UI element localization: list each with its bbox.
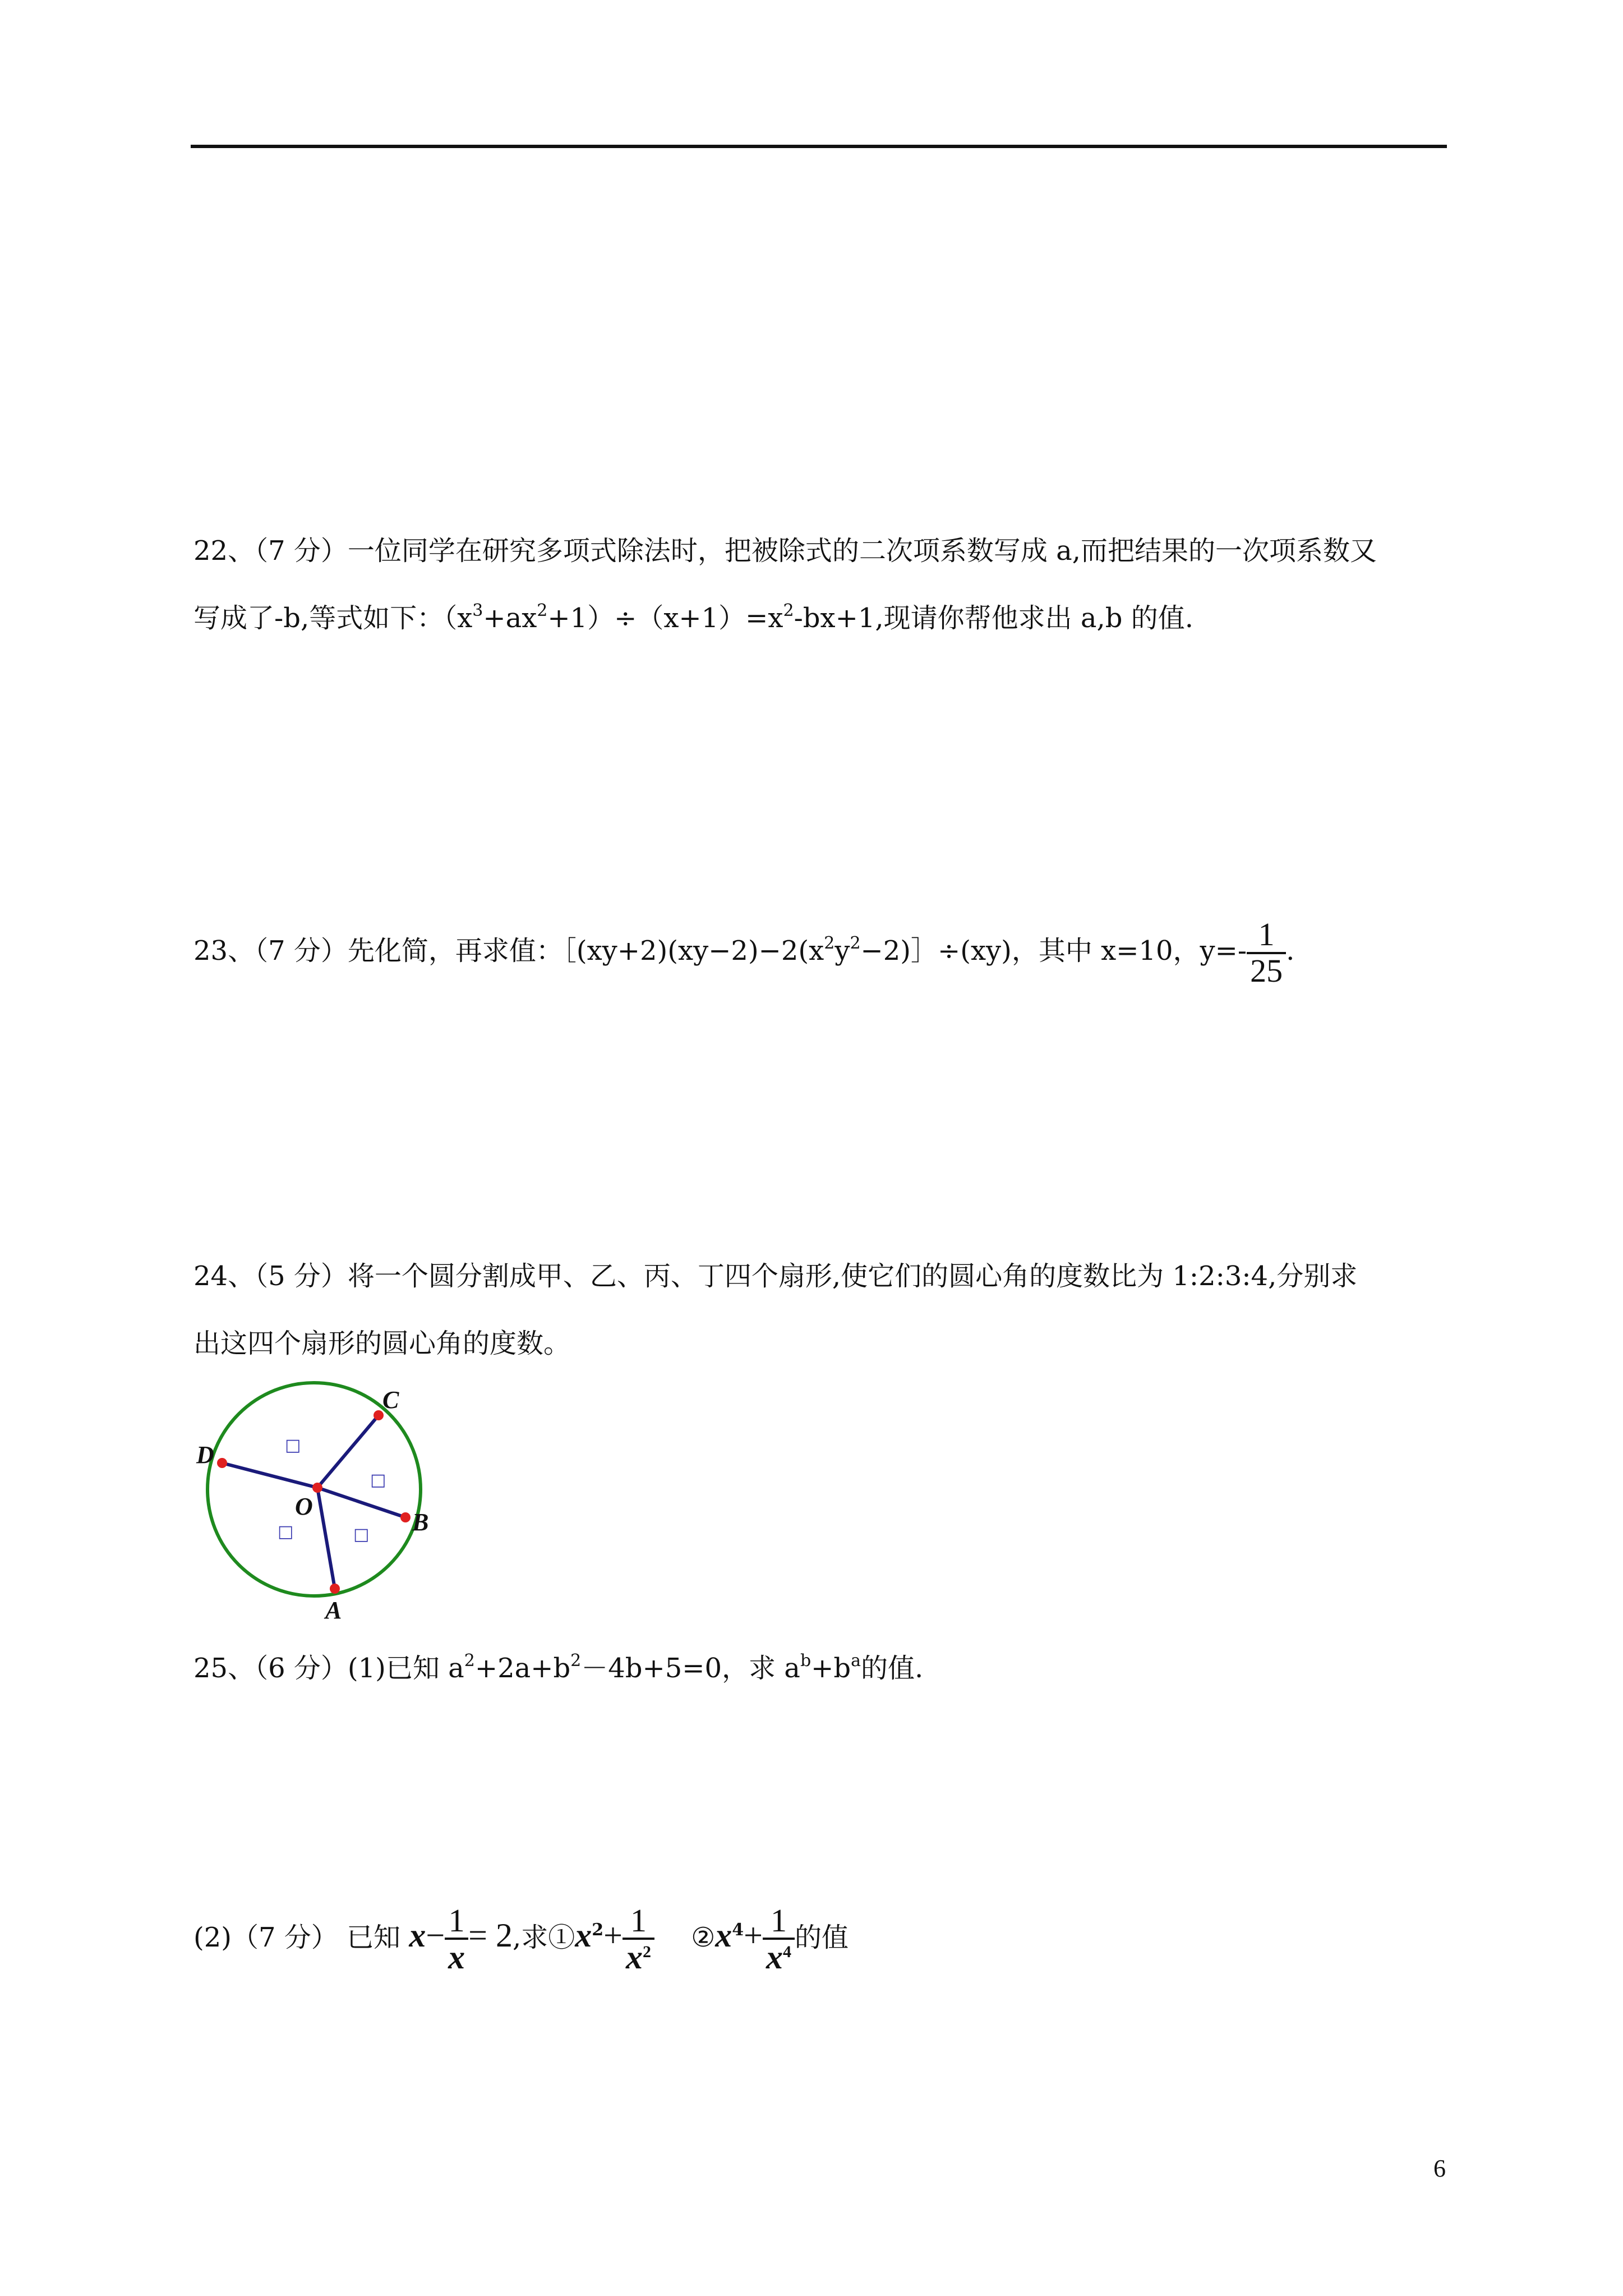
sector-mark-3: □ [278, 1522, 294, 1542]
q25-part-1: 25、（6 分）(1)已知 $a^2+2a+b^2-4b+5=0$，求 $a^b+b^a$的值. [193, 1651, 924, 1684]
header-rule [191, 145, 1447, 148]
q24-line-1: 24、（5 分）将一个圆分割成甲、乙、丙、丁四个扇形,使它们的圆心角的度数比为 1:2:3:4,分别求 [193, 1260, 1358, 1292]
fraction-1-over-x2: $\frac{1}{x^2}$ [623, 1904, 654, 1976]
label-b: B [412, 1508, 429, 1536]
point-a [330, 1584, 340, 1594]
point-o [312, 1483, 322, 1493]
label-d: D [196, 1441, 214, 1469]
radius-oa [317, 1488, 335, 1589]
page-number: 6 [1433, 2155, 1446, 2182]
q22-line-1: 22、（7 分）一位同学在研究多项式除法时，把被除式的二次项系数写成 a,而把结果的一次项系数又 [193, 535, 1377, 567]
radius-ob [317, 1488, 405, 1517]
point-d [217, 1458, 227, 1468]
sector-mark-2: □ [370, 1470, 386, 1490]
label-c: C [382, 1386, 399, 1414]
radius-od [222, 1463, 317, 1488]
q23-fraction: $\frac{1}{25}$ [1247, 918, 1286, 988]
label-a: A [325, 1596, 342, 1621]
q25-part-2: (2)（7 分） 已知 x− $\frac{1}{x}$ = 2,求$①x^2+$ $\frac{1}{x^2}$ $②x^4+$ $\frac{1}{x^4}$ 的值 [193, 1902, 849, 1976]
point-b [400, 1512, 411, 1522]
fraction-1-over-x: $\frac{1}{x}$ [445, 1904, 468, 1976]
sector-mark-4: □ [353, 1525, 370, 1544]
circle-sector-figure [185, 1380, 477, 1621]
sector-mark-1: □ [285, 1435, 301, 1455]
label-o: O [295, 1493, 313, 1520]
radius-oc [317, 1415, 379, 1488]
fraction-1-over-x4: $\frac{1}{x^4}$ [763, 1904, 795, 1976]
q24-line-2: 出这四个扇形的圆心角的度数。 [193, 1328, 571, 1359]
q22-line-2: 写成了-b,等式如下：$(x^3+ax^2+1)\div(x+1)=x^2-bx+1$,现请你帮他求出 a,b 的值. [193, 601, 1193, 634]
q23-line: 23、（7 分）先化简，再求值：$[(xy+2)(xy-2)-2(x^2y^2-2)]\div(xy)$，其中 x=10，y=- $\frac{1}{25}$ . [193, 915, 1295, 989]
